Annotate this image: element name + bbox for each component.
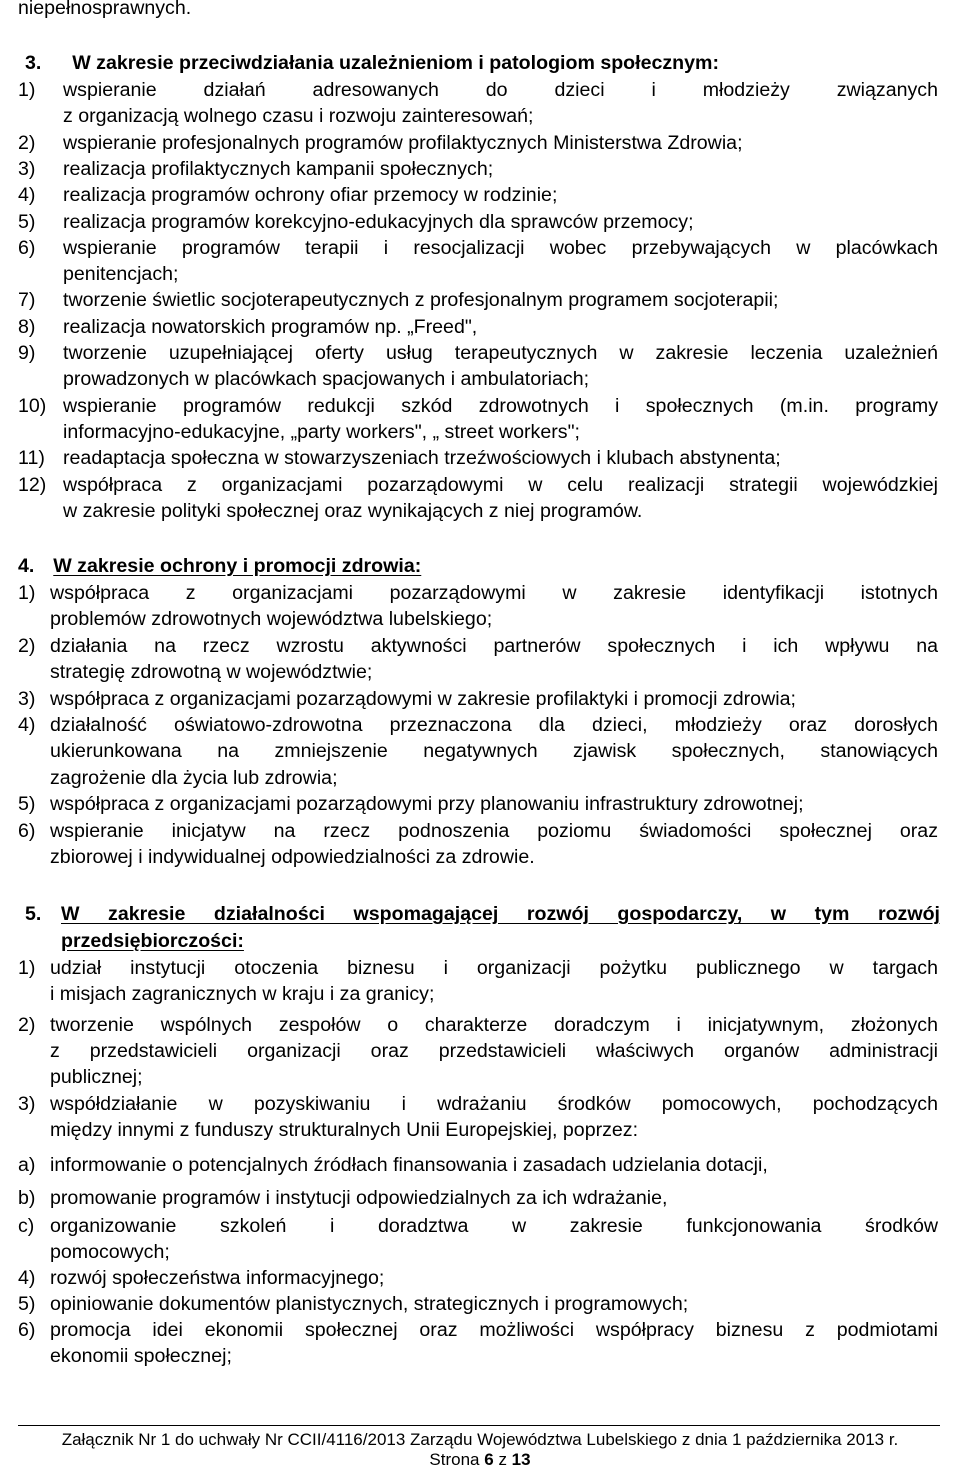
- list-item-marker: 7): [18, 289, 36, 312]
- list-item-text: promocja idei ekonomii społecznej oraz możliwości współpracy biznesu z podmiotami: [50, 1319, 938, 1341]
- list-item-marker: 8): [18, 315, 36, 338]
- list-item-text: informacyjno-edukacyjne, „party workers", „ street workers";: [63, 420, 580, 443]
- list-item-text: realizacja profilaktycznych kampanii społecznych;: [63, 157, 494, 180]
- section-3-title: W zakresie przeciwdziałania uzależnieniom i patologiom społecznym:: [72, 52, 719, 74]
- list-item-text: wspieranie profesjonalnych programów profilaktycznych Ministerstwa Zdrowia;: [63, 131, 743, 154]
- page-word: Strona: [429, 1450, 480, 1469]
- list-item-marker: 12): [18, 473, 47, 496]
- list-item-text: ekonomii społecznej;: [50, 1345, 232, 1367]
- list-item-text: współpraca z organizacjami pozarządowymi w zakresie identyfikacji istotnych: [50, 582, 938, 604]
- list-item-marker: 2): [18, 131, 36, 154]
- section-4-heading: [18, 553, 421, 580]
- page-current: 6: [484, 1450, 494, 1469]
- section-4-title: W zakresie ochrony i promocji zdrowia:: [53, 555, 422, 577]
- list-item-text: współpraca z organizacjami pozarządowymi w zakresie profilaktyki i promocji zdrowia;: [50, 687, 796, 710]
- list-item-text: realizacja programów ochrony ofiar przemocy w rodzinie;: [63, 184, 558, 207]
- list-item-text: i misjach zagranicznych w kraju i za granicy;: [50, 983, 435, 1005]
- list-item-text: z przedstawicieli organizacji oraz przedstawicieli właściwych organów administracji: [50, 1040, 938, 1062]
- list-item-marker: b): [18, 1187, 36, 1209]
- continuation-text: niepełnosprawnych.: [18, 0, 192, 19]
- list-item-text: tworzenie uzupełniającej oferty usług terapeutycznych w zakresie leczenia uzależnień: [63, 342, 938, 364]
- list-item-marker: 3): [18, 1093, 36, 1115]
- list-item-marker: 3): [18, 687, 36, 710]
- list-item-text: strategię zdrowotną w województwie;: [50, 661, 373, 684]
- list-item-marker: 2): [18, 1014, 36, 1036]
- list-item-text: wspieranie programów redukcji szkód zdrowotnych i społecznych (m.in. programy: [63, 394, 938, 417]
- list-item-text: rozwój społeczeństwa informacyjnego;: [50, 1267, 385, 1289]
- list-item-text: współpraca z organizacjami pozarządowymi w celu realizacji strategii wojewódzkiej: [63, 473, 938, 496]
- list-item-text: prowadzonych w placówkach spacjowanych i ambulatoriach;: [63, 368, 590, 391]
- list-item-text: wspieranie programów terapii i resocjalizacji wobec przebywających w placówkach: [63, 236, 938, 259]
- list-item-text: zagrożenie dla życia lub zdrowia;: [50, 766, 338, 789]
- list-item-text: tworzenie świetlic socjoterapeutycznych z profesjonalnym programem socjoterapii;: [63, 289, 779, 312]
- list-item-text: udział instytucji otoczenia biznesu i organizacji pożytku publicznego w targach: [50, 957, 938, 979]
- list-item-text: zbiorowej i indywidualnej odpowiedzialności za zdrowie.: [50, 846, 535, 868]
- list-item-text: wspieranie inicjatyw na rzecz podnoszenia poziomu świadomości społecznej oraz: [50, 819, 938, 842]
- list-item-text: realizacja nowatorskich programów np. „Freed",: [63, 315, 478, 338]
- list-item-marker: c): [18, 1215, 35, 1237]
- list-item-text: realizacja programów korekcyjno-edukacyjnych dla sprawców przemocy;: [63, 210, 694, 233]
- list-item-marker: 10): [18, 394, 47, 417]
- list-item-text: readaptacja społeczna w stowarzyszeniach trzeźwościowych i klubach abstynenta;: [63, 447, 781, 470]
- list-item-marker: 9): [18, 342, 36, 364]
- list-item-text: opiniowanie dokumentów planistycznych, strategicznych i programowych;: [50, 1293, 689, 1315]
- list-item-marker: 6): [18, 819, 36, 842]
- list-item-marker: 3): [18, 157, 36, 180]
- list-item-text: ukierunkowana na zmniejszenie negatywnych zjawisk społecznych, stanowiących: [50, 740, 938, 763]
- list-item-text: organizowanie szkoleń i doradztwa w zakresie funkcjonowania środków: [50, 1215, 938, 1237]
- list-item-text: tworzenie wspólnych zespołów o charakterze doradczym i inicjatywnym, złożonych: [50, 1014, 938, 1036]
- list-item-text: w zakresie polityki społecznej oraz wynikających z niej programów.: [63, 499, 643, 522]
- list-item-text: z organizacją wolnego czasu i rozwoju zainteresowań;: [63, 105, 534, 128]
- footer-attachment: Załącznik Nr 1 do uchwały Nr CCII/4116/2013 Zarządu Województwa Lubelskiego z dnia 1 października 2013 r.: [61, 1430, 899, 1449]
- list-item-text: penitencjach;: [63, 263, 179, 286]
- list-item-marker: a): [18, 1154, 36, 1176]
- footer-rule: [18, 1425, 940, 1426]
- list-item-text: między innymi z funduszy strukturalnych Unii Europejskiej, poprzez:: [50, 1119, 639, 1141]
- list-item-marker: 4): [18, 1267, 36, 1289]
- section-5-title-line2: przedsiębiorczości:: [61, 930, 244, 952]
- list-item-marker: 1): [18, 582, 36, 604]
- list-item-marker: 2): [18, 634, 36, 657]
- section-4-number: 4.: [18, 555, 35, 577]
- section-3-heading: [25, 50, 719, 77]
- list-item-text: promowanie programów i instytucji odpowiedzialnych za ich wdrażanie,: [50, 1187, 668, 1209]
- section-5-title-line1: W zakresie działalności wspomagającej rozwój gospodarczy, w tym rozwój: [61, 903, 940, 925]
- list-item-marker: 1): [18, 79, 36, 101]
- list-item-text: działalność oświatowo-zdrowotna przeznaczona dla dzieci, młodzieży oraz dorosłych: [50, 714, 938, 736]
- list-item-marker: 5): [18, 210, 36, 233]
- section-5-heading: [25, 901, 940, 928]
- page-of: z: [498, 1450, 507, 1469]
- list-item-text: pomocowych;: [50, 1241, 170, 1263]
- list-item-marker: 6): [18, 1319, 36, 1341]
- section-5-number: 5.: [25, 903, 42, 925]
- list-item-marker: 4): [18, 714, 36, 736]
- list-item-text: współpraca z organizacjami pozarządowymi przy planowaniu infrastruktury zdrowotnej;: [50, 793, 804, 816]
- list-item-text: wspieranie działań adresowanych do dzieci i młodzieży związanych: [63, 79, 938, 101]
- list-item-text: publicznej;: [50, 1066, 143, 1088]
- list-item-marker: 1): [18, 957, 36, 979]
- list-item-text: współdziałanie w pozyskiwaniu i wdrażaniu środków pomocowych, pochodzących: [50, 1093, 938, 1115]
- list-item-marker: 4): [18, 184, 36, 207]
- footer-page-number: [0, 1450, 960, 1470]
- list-item-marker: 6): [18, 236, 36, 259]
- section-3-number: 3.: [25, 52, 42, 74]
- list-item-marker: 5): [18, 1293, 36, 1315]
- page-total: 13: [511, 1450, 531, 1469]
- list-item-marker: 11): [18, 447, 45, 470]
- list-item-marker: 5): [18, 793, 36, 816]
- list-item-text: informowanie o potencjalnych źródłach finansowania i zasadach udzielania dotacji,: [50, 1154, 768, 1176]
- list-item-text: działania na rzecz wzrostu aktywności partnerów społecznych i ich wpływu na: [50, 634, 938, 657]
- list-item-text: problemów zdrowotnych województwa lubelskiego;: [50, 608, 493, 631]
